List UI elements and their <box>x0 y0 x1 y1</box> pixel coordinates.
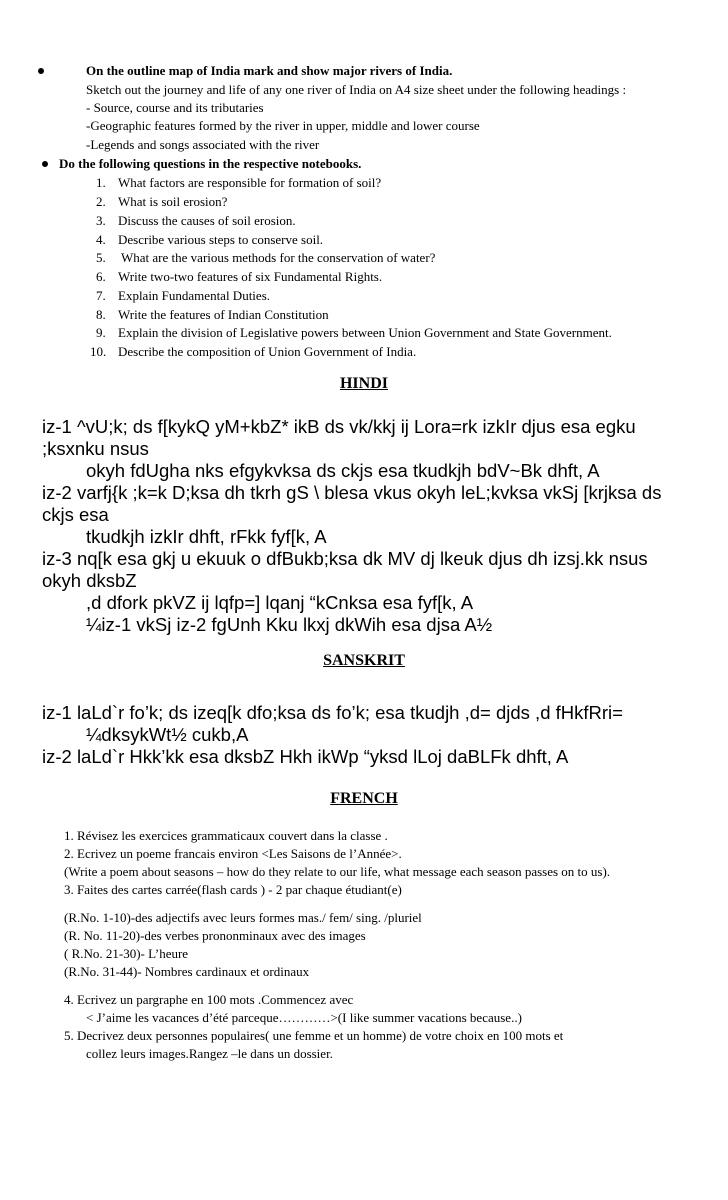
sanskrit-line: ¼dksykWt½ cukb,A <box>86 724 249 745</box>
sanskrit-line: iz-1 laLd`r fo’k; ds izeq[k dfo;ksa ds fo’k; esa tkudjh ,d= djds ,d fHkfRri= <box>42 702 623 723</box>
hindi-line: ckjs esa <box>42 504 109 525</box>
bullet-questions-section <box>42 161 48 167</box>
questions-section-heading: Do the following questions in the respective notebooks. <box>59 156 362 171</box>
map-section-line: Sketch out the journey and life of any one river of India on A4 size sheet under the following headings : <box>86 82 627 97</box>
sanskrit-line: iz-2 laLd`r Hkk’kk esa dksbZ Hkh ikWp “yksd lLoj daBLFk dhft, A <box>42 746 569 767</box>
french-line: ( R.No. 21-30)- L’heure <box>64 946 189 961</box>
map-section-line: - Source, course and its tributaries <box>86 100 264 115</box>
hindi-line: iz-1 ^vU;k; ds f[kykQ yM+kbZ* ikB ds vk/kkj ij Lora=rk izkIr djus esa egku <box>42 416 636 437</box>
question-item: 8. Write the features of Indian Constitution <box>96 307 329 322</box>
hindi-line: okyh fdUgha nks efgykvksa ds ckjs esa tkudkjh bdV~Bk dhft, A <box>86 460 600 481</box>
french-line: < J’aime les vacances d’été parceque…………>(I like summer vacations because..) <box>86 1010 522 1025</box>
bullet-map-section <box>38 68 44 74</box>
hindi-line: iz-2 varfj{k ;k=k D;ksa dh tkrh gS \ blesa vkus okyh leL;kvksa vkSj [krjksa ds <box>42 482 662 503</box>
question-item: 9. Explain the division of Legislative powers between Union Government and State Government. <box>96 325 612 340</box>
french-line: 5. Decrivez deux personnes populaires( une femme et un homme) de votre choix en 100 mots et <box>64 1028 564 1043</box>
question-item: 6. Write two-two features of six Fundamental Rights. <box>96 269 383 284</box>
question-item: 1. What factors are responsible for formation of soil? <box>96 175 382 190</box>
french-line: (R.No. 1-10)-des adjectifs avec leurs formes mas./ fem/ sing. /pluriel <box>64 910 422 925</box>
question-item: 3. Discuss the causes of soil erosion. <box>96 213 296 228</box>
french-line: 2. Ecrivez un poeme francais environ <Les Saisons de l’Année>. <box>64 846 402 861</box>
french-line: 1. Révisez les exercices grammaticaux couvert dans la classe . <box>64 828 388 843</box>
hindi-heading: HINDI <box>339 375 388 392</box>
french-line: (Write a poem about seasons – how do they relate to our life, what message each season passes on to us). <box>64 864 611 879</box>
hindi-line: okyh dksbZ <box>42 570 137 591</box>
hindi-line: ,d dfork pkVZ ij lqfp=] lqanj “kCnksa esa fyf[k, A <box>86 592 474 613</box>
french-line: (R.No. 31-44)- Nombres cardinaux et ordinaux <box>64 964 310 979</box>
question-item: 7. Explain Fundamental Duties. <box>96 288 271 303</box>
map-section-line: -Geographic features formed by the river in upper, middle and lower course <box>86 118 480 133</box>
french-heading: FRENCH <box>330 790 398 807</box>
french-line: 3. Faites des cartes carrée(flash cards ) - 2 par chaque étudiant(e) <box>64 882 402 897</box>
question-item: 10. Describe the composition of Union Government of India. <box>90 344 417 359</box>
hindi-line: tkudkjh izkIr dhft, rFkk fyf[k, A <box>86 526 327 547</box>
french-line: 4. Ecrivez un pargraphe en 100 mots .Commencez avec <box>64 992 354 1007</box>
map-section-heading: On the outline map of India mark and show major rivers of India. <box>86 63 453 78</box>
question-item: 5. What are the various methods for the conservation of water? <box>96 250 436 265</box>
hindi-line: iz-3 nq[k esa gkj u ekuuk o dfBukb;ksa dk MV dj lkeuk djus dh izsj.kk nsus <box>42 548 648 569</box>
question-item: 4. Describe various steps to conserve soil. <box>96 232 324 247</box>
hindi-line: ;ksxnku nsus <box>42 438 149 459</box>
hindi-line: ¼iz-1 vkSj iz-2 fgUnh Kku lkxj dkWih esa djsa A½ <box>86 614 493 635</box>
french-line: collez leurs images.Rangez –le dans un dossier. <box>86 1046 333 1061</box>
map-section-line: -Legends and songs associated with the river <box>86 137 320 152</box>
french-line: (R. No. 11-20)-des verbes prononminaux avec des images <box>64 928 366 943</box>
sanskrit-heading: SANSKRIT <box>323 652 405 669</box>
question-item: 2. What is soil erosion? <box>96 194 228 209</box>
